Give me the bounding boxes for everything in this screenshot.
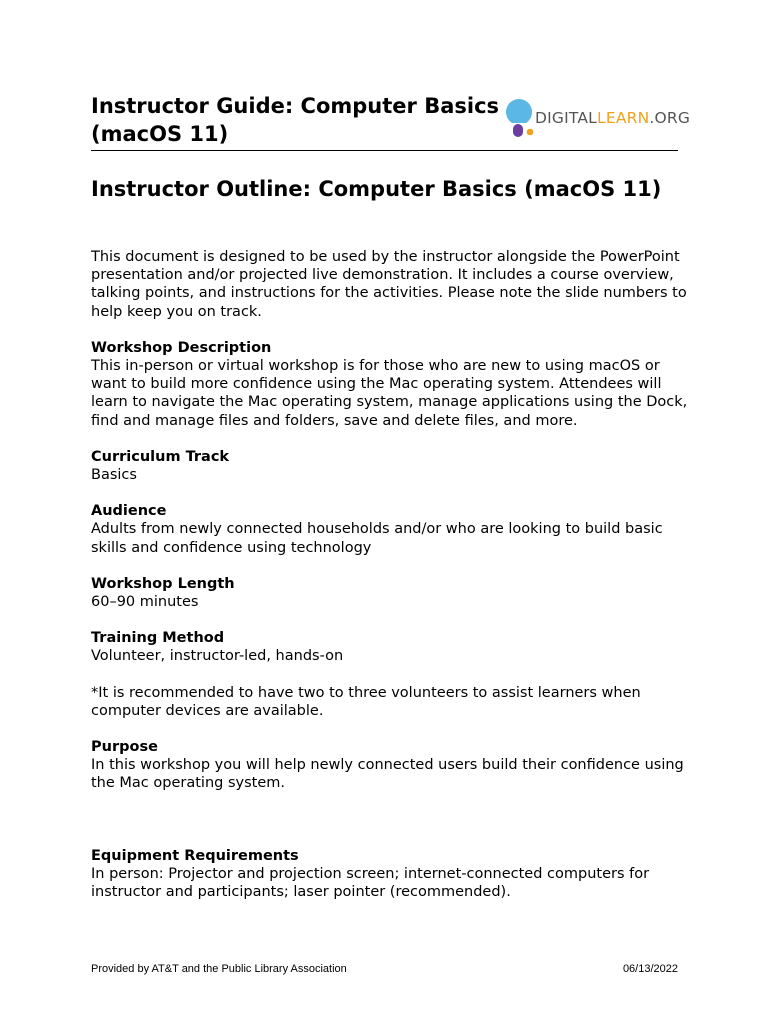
- purpose-text: In this workshop you will help newly connected users build their confidence using the Mac operating system.: [91, 757, 684, 792]
- workshop-description-text: This in-person or virtual workshop is for those who are new to using macOS or want to build more confidence using the Mac operating system. Attendees will learn to navigate the Mac operating system, manage applications using the Dock, find and manage files and folders, save and delete files, and more.: [91, 358, 688, 429]
- footer-provider: Provided by AT&T and the Public Library Association: [91, 963, 347, 975]
- purpose-heading: Purpose: [91, 739, 158, 756]
- audience-text: Adults from newly connected households and/or who are looking to build basic skills and confidence using technology: [91, 521, 663, 556]
- header-title-line-1: Instructor Guide: Computer Basics: [91, 94, 500, 118]
- curriculum-track-text: Basics: [91, 467, 137, 484]
- logo-wordmark: [535, 109, 690, 127]
- digitallearn-logo: [503, 95, 693, 145]
- training-method-heading: Training Method: [91, 630, 225, 647]
- intro-paragraph: This document is designed to be used by the instructor alongside the PowerPoint presentation and/or projected live demonstration. It includes a course overview, talking points, and instructions for the activities. Please note the slide numbers to help keep you on track.: [91, 249, 687, 320]
- document-title: Instructor Outline: Computer Basics (macOS 11): [91, 177, 662, 201]
- header-title-line-2: (macOS 11): [91, 122, 229, 146]
- logo-text-learn: LEARN: [597, 109, 650, 127]
- page-header: [91, 92, 691, 151]
- audience-heading: Audience: [91, 503, 167, 520]
- document-page: [91, 0, 691, 1024]
- workshop-description-heading: Workshop Description: [91, 339, 272, 356]
- document-body: [91, 248, 691, 901]
- equipment-requirements-text: In person: Projector and projection screen; internet-connected computers for instructor and participants; laser pointer (recommended).: [91, 865, 650, 901]
- workshop-length-heading: Workshop Length: [91, 575, 235, 592]
- logo-text-org: .ORG: [649, 109, 691, 127]
- footer-date: 06/13/2022: [622, 963, 678, 975]
- header-title: [91, 92, 501, 148]
- volunteer-note: *It is recommended to have two to three volunteers to assist learners when computer devices are available.: [91, 684, 641, 719]
- curriculum-track-heading: Curriculum Track: [91, 448, 230, 465]
- training-method-text: Volunteer, instructor-led, hands-on: [91, 648, 344, 665]
- equipment-requirements-heading: Equipment Requirements: [91, 847, 299, 864]
- workshop-length-text: 60–90 minutes: [91, 594, 199, 611]
- logo-text-digital: DIGITAL: [535, 109, 597, 127]
